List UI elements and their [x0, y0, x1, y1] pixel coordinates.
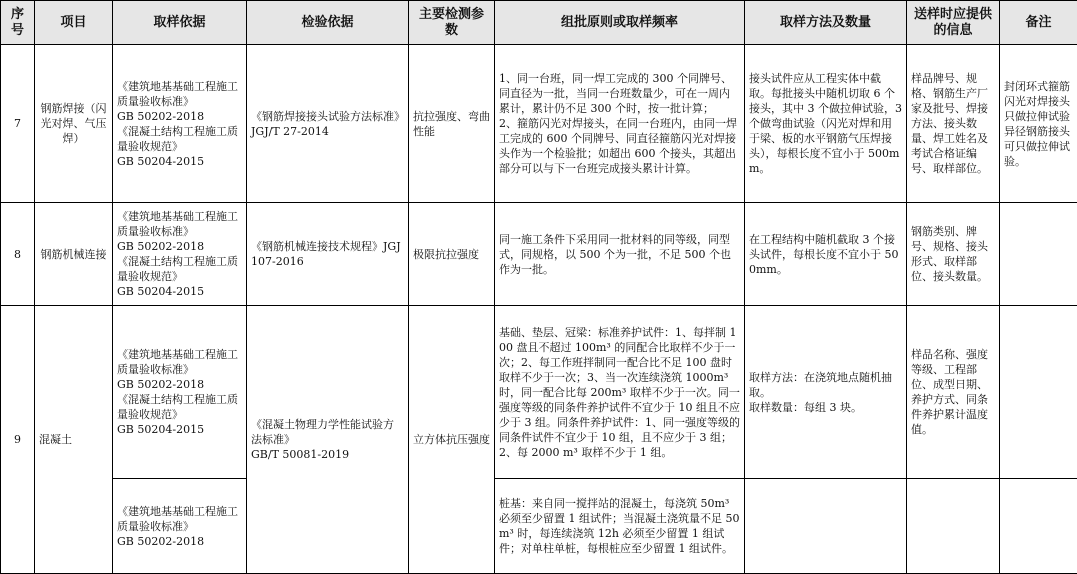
table-header-row	[1, 1, 1077, 45]
header-info: 送样时应提供的信息	[907, 1, 1000, 45]
row-method: 取样方法：在浇筑地点随机抽取。 取样数量：每组 3 块。	[745, 306, 907, 479]
row-params: 极限抗拉强度	[409, 203, 495, 306]
row-info: 样品牌号、规格、钢筋生产厂家及批号、焊接方法、接头数量、焊工姓名及考试合格证编号、取样部位。	[907, 45, 1000, 203]
row-no: 8	[1, 203, 35, 306]
row-item: 混凝土	[35, 306, 113, 574]
table-row	[1, 45, 1077, 203]
row-info: 钢筋类别、牌号、规格、接头形式、取样部位、接头数量。	[907, 203, 1000, 306]
table-row	[1, 306, 1077, 479]
row-test-basis: 《钢筋机械连接技术规程》JGJ 107-2016	[247, 203, 409, 306]
table-row	[1, 203, 1077, 306]
header-test-basis: 检验依据	[247, 1, 409, 45]
row-remark-empty	[1000, 479, 1077, 574]
row-no: 7	[1, 45, 35, 203]
row-batch: 基础、垫层、冠梁：标准养护试件：1、每拌制 100 盘且不超过 100m³ 的同配合比取样不少于一次；2、每工作班拌制同一配合比不足 100 盘时取样不少于一次；3、当一次连续浇筑 1000m³ 时，同一配合比每 200m³ 取样不少于一次。同一强度等级的同条件养护试件不宜少于 10 组且不应少于 3 组。同条件养护试件：1、同一强度等级的同条件试件不宜少于 10 组，且不应少于 3 组；2、每 2000 m³ 取样不少于 1 组。	[495, 306, 745, 479]
row-test-basis: 《钢筋焊接接头试验方法标准》JGJ/T 27-2014	[247, 45, 409, 203]
row-batch: 桩基：来自同一搅拌站的混凝土，每浇筑 50m³ 必须至少留置 1 组试件；当混凝土浇筑量不足 50m³ 时，每连续浇筑 12h 必须至少留置 1 组试件；对单柱单桩，每根桩应至少留置 1 组试件。	[495, 479, 745, 574]
row-sampling-basis: 《建筑地基基础工程施工质量验收标准》 GB 50202-2018 《混凝土结构工程施工质量验收规范》 GB 50204-2015	[113, 203, 247, 306]
row-batch: 同一施工条件下采用同一批材料的同等级，同型式，同规格，以 500 个为一批，不足 500 个也作为一批。	[495, 203, 745, 306]
row-sampling-basis: 《建筑地基基础工程施工质量验收标准》 GB 50202-2018 《混凝土结构工程施工质量验收规范》 GB 50204-2015	[113, 306, 247, 479]
row-info-empty	[907, 479, 1000, 574]
header-no: 序号	[1, 1, 35, 45]
row-method-empty	[745, 479, 907, 574]
table-row	[1, 479, 1077, 574]
row-test-basis: 《混凝土物理力学性能试验方法标准》 GB/T 50081-2019	[247, 306, 409, 574]
row-remark	[1000, 203, 1077, 306]
row-sampling-basis: 《建筑地基基础工程施工质量验收标准》 GB 50202-2018	[113, 479, 247, 574]
row-params: 抗拉强度、弯曲性能	[409, 45, 495, 203]
header-item: 项目	[35, 1, 113, 45]
row-remark	[1000, 306, 1077, 479]
header-method: 取样方法及数量	[745, 1, 907, 45]
row-no: 9	[1, 306, 35, 574]
row-item: 钢筋焊接（闪光对焊、气压焊）	[35, 45, 113, 203]
row-params: 立方体抗压强度	[409, 306, 495, 574]
row-method: 在工程结构中随机截取 3 个接头试件，每根长度不宜小于 500mm。	[745, 203, 907, 306]
row-info: 样品名称、强度等级、工程部位、成型日期、养护方式、同条件养护累计温度值。	[907, 306, 1000, 479]
header-batch: 组批原则或取样频率	[495, 1, 745, 45]
header-remark: 备注	[1000, 1, 1077, 45]
row-item: 钢筋机械连接	[35, 203, 113, 306]
row-batch: 1、同一台班，同一焊工完成的 300 个同牌号、同直径为一批，当同一台班数量少，可在一周内累计，累计仍不足 300 个时，按一批计算； 2、箍筋闪光对焊接头，在同一台班内，由同一焊工完成的 600 个同牌号、同直径箍筋闪光对焊接头作为一个检验批；如超出 600 个接头，其超出部分可以与下一台班完成接头累计计算。	[495, 45, 745, 203]
header-sampling-basis: 取样依据	[113, 1, 247, 45]
row-remark: 封闭环式箍筋闪光对焊接头只做拉伸试验 异径钢筋接头可只做拉伸试验。	[1000, 45, 1077, 203]
row-method: 接头试件应从工程实体中截取。每批接头中随机切取 6 个接头，其中 3 个做拉伸试验，3 个做弯曲试验（闪光对焊和用于梁、板的水平钢筋气压焊接头），每根长度不宜小于 500mm。	[745, 45, 907, 203]
header-params: 主要检测参数	[409, 1, 495, 45]
row-sampling-basis: 《建筑地基基础工程施工质量验收标准》 GB 50202-2018 《混凝土结构工程施工质量验收规范》 GB 50204-2015	[113, 45, 247, 203]
